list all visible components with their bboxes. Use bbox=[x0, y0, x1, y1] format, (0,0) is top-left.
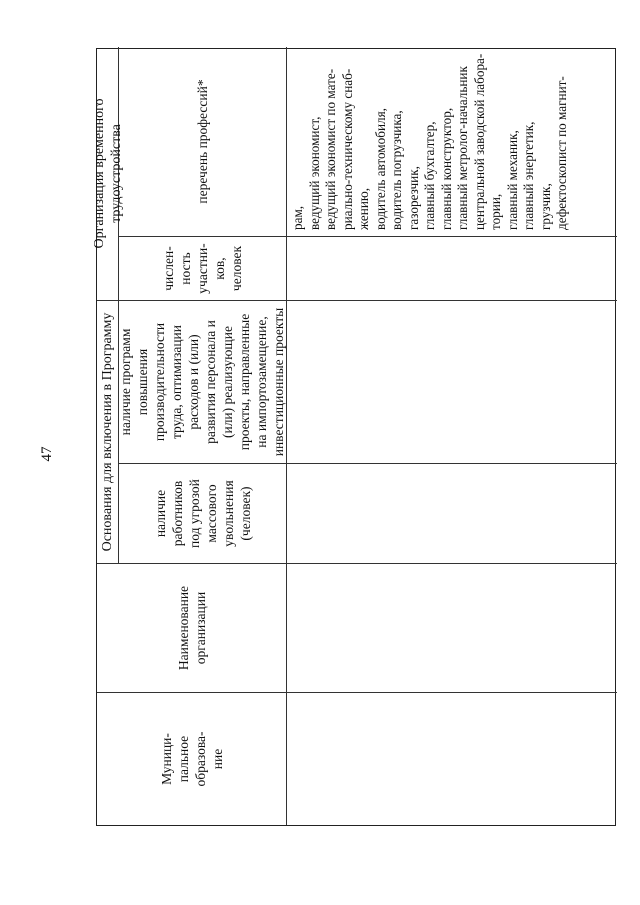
list-item: дефектоскопист по магнит- bbox=[554, 76, 569, 230]
header-municipality: Муници- пальное образова- ние bbox=[97, 692, 287, 825]
list-item: рам, bbox=[290, 205, 305, 230]
list-item: ведущий экономист по мате- bbox=[323, 68, 338, 230]
list-item: ведущий экономист, bbox=[306, 116, 322, 230]
list-item: жению, bbox=[356, 187, 371, 230]
list-item: главный энергетик, bbox=[521, 121, 536, 230]
header-group-basis: Основания для включения в Программу bbox=[97, 300, 119, 563]
page-number: 47 bbox=[39, 446, 55, 462]
body-professions-list bbox=[287, 47, 617, 236]
list-item: грузчик, bbox=[537, 183, 553, 230]
body-programs bbox=[287, 300, 617, 463]
list-item: водитель погрузчика, bbox=[389, 110, 404, 230]
header-professions: перечень профессий* bbox=[119, 47, 287, 236]
body-workers-at-risk bbox=[287, 463, 617, 563]
header-org-name: Наименование организации bbox=[97, 563, 287, 692]
list-item: главный механик, bbox=[504, 130, 520, 230]
body-participants-count bbox=[287, 236, 617, 300]
header-workers-at-risk: наличие работников под угрозой массового увольнения (человек) bbox=[119, 463, 287, 563]
header-participants-count: числен- ность участни- ков, человек bbox=[119, 236, 287, 300]
table-rotation-frame bbox=[91, 48, 616, 826]
list-item: водитель автомобиля, bbox=[372, 108, 388, 230]
body-municipality bbox=[287, 692, 617, 825]
employment-table bbox=[91, 48, 616, 826]
list-item: центральной заводской лабора- bbox=[471, 53, 487, 230]
list-item: главный бухгалтер, bbox=[422, 121, 437, 230]
list-item: тории, bbox=[488, 193, 503, 230]
body-org-name bbox=[287, 563, 617, 692]
list-item: риально-техническому снаб- bbox=[339, 68, 355, 230]
header-programs: наличие программ повышения производительности труда, оптимизации расходов и (или) развития персонала и (или) реализующие проекты, направленные на импортозамещение, инвестиционные проекты bbox=[119, 300, 287, 463]
header-group-org: Организация временного трудоустройства bbox=[97, 47, 119, 300]
list-item: газорезчик, bbox=[405, 166, 421, 230]
list-item: главный конструктор, bbox=[438, 107, 454, 230]
list-item: главный метролог-начальник bbox=[455, 66, 470, 230]
